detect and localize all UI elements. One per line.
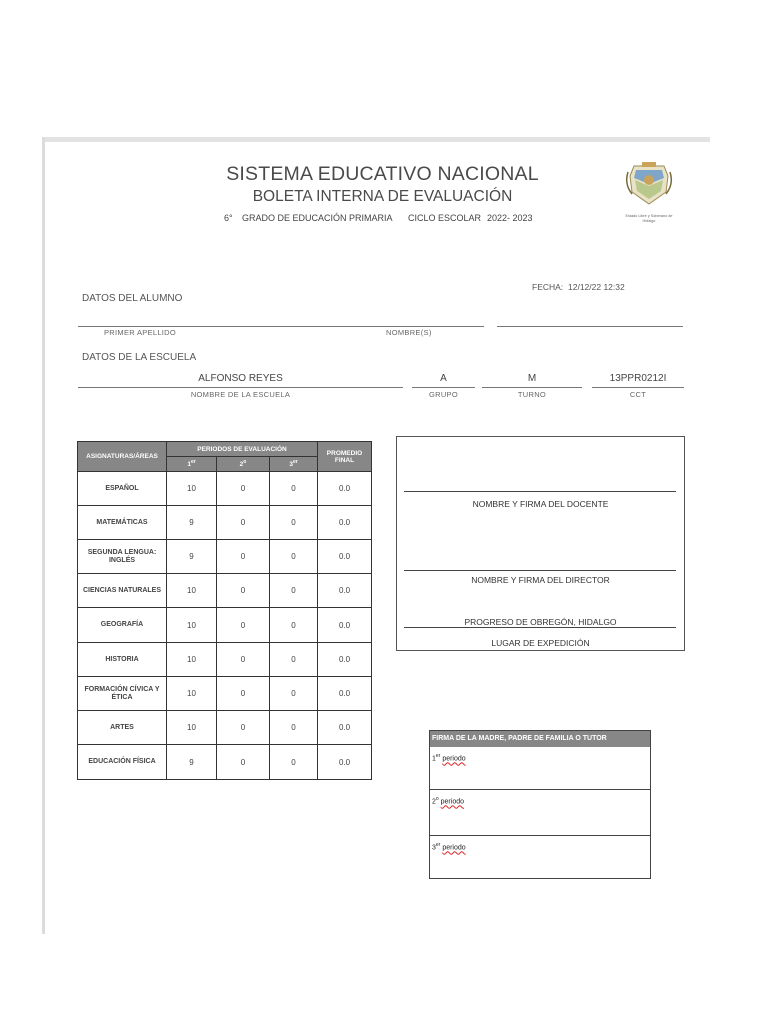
period-2-grade: 0 (217, 677, 270, 711)
grade-row (78, 472, 372, 506)
subject-name: EDUCACIÓN FÍSICA (78, 745, 167, 780)
tutor-period-label: 3er periodo (432, 842, 466, 852)
grade-row (78, 745, 372, 780)
period-1-header: 1er (167, 457, 217, 472)
grade-row (78, 677, 372, 711)
period-3-grade: 0 (270, 574, 318, 608)
tutor-signature-box (429, 730, 651, 879)
period-3-grade: 0 (270, 745, 318, 780)
grades-table (77, 441, 372, 780)
date-value: 12/12/22 12:32 (568, 282, 625, 292)
final-average: 0.0 (318, 540, 372, 574)
final-average: 0.0 (318, 711, 372, 745)
tutor-period-label: 1er periodo (432, 753, 466, 763)
final-average: 0.0 (318, 506, 372, 540)
tutor-signature-header: FIRMA DE LA MADRE, PADRE DE FAMILIA O TUTOR (430, 731, 650, 747)
period-2-grade: 0 (217, 643, 270, 677)
final-average: 0.0 (318, 677, 372, 711)
school-name-value: ALFONSO REYES (198, 373, 283, 384)
period-3-grade: 0 (270, 472, 318, 506)
period-2-grade: 0 (217, 506, 270, 540)
period-2-grade: 0 (217, 608, 270, 643)
tutor-period-row (430, 789, 650, 835)
teacher-signature-line (404, 491, 676, 492)
shift-label: TURNO (517, 390, 547, 399)
final-average: 0.0 (318, 643, 372, 677)
cycle-label: CICLO ESCOLAR (408, 213, 482, 223)
period-3-grade: 0 (270, 608, 318, 643)
average-header (318, 442, 372, 472)
expedition-place-label: LUGAR DE EXPEDICIÓN (491, 638, 590, 648)
period-3-grade: 0 (270, 711, 318, 745)
subject-name: CIENCIAS NATURALES (78, 574, 167, 608)
page-left-border (42, 137, 45, 934)
period-3-grade: 0 (270, 506, 318, 540)
periods-header: PERIODOS DE EVALUACIÓN (167, 442, 318, 457)
period-2-grade: 0 (217, 711, 270, 745)
expedition-place-line (404, 627, 676, 628)
director-signature-label: NOMBRE Y FIRMA DEL DIRECTOR (471, 575, 610, 585)
date-label: FECHA: (532, 282, 564, 292)
grade-row (78, 643, 372, 677)
average-header-line2: FINAL (334, 456, 355, 464)
subject-name: MATEMÁTICAS (78, 506, 167, 540)
period-1-grade: 10 (167, 677, 217, 711)
subject-name: HISTORIA (78, 643, 167, 677)
final-average: 0.0 (318, 574, 372, 608)
period-2-grade: 0 (217, 574, 270, 608)
period-1-grade: 10 (167, 608, 217, 643)
first-surname-label: PRIMER APELLIDO (104, 328, 177, 337)
cycle-value: 2022- 2023 (487, 213, 533, 223)
final-average: 0.0 (318, 745, 372, 780)
average-header-line1: PROMEDIO (326, 449, 363, 457)
first-surname-line (78, 326, 484, 327)
hidalgo-coat-of-arms-icon (624, 160, 674, 223)
logo-caption: Estado Libre y Soberano de Hidalgo (625, 214, 673, 223)
group-label: GRUPO (428, 390, 458, 399)
period-3-header: 3er (270, 457, 318, 472)
period-2-header: 2$^o$ (217, 457, 270, 472)
period-2-grade: 0 (217, 540, 270, 574)
grade-row (78, 574, 372, 608)
school-section-label: DATOS DE LA ESCUELA (82, 352, 197, 363)
director-signature-line (404, 570, 676, 571)
tutor-period-row (430, 747, 650, 789)
subject-header: ASIGNATURAS/ÁREAS (78, 442, 167, 472)
shift-value: M (527, 373, 537, 384)
subject-name: ARTES (78, 711, 167, 745)
period-1-grade: 10 (167, 711, 217, 745)
grade-row (78, 711, 372, 745)
shift-line (482, 387, 582, 388)
period-2-grade: 0 (217, 472, 270, 506)
cct-label: CCT (629, 390, 647, 399)
grade-number: 6° (224, 213, 233, 223)
group-line (412, 387, 475, 388)
period-1-grade: 10 (167, 472, 217, 506)
period-1-grade: 9 (167, 540, 217, 574)
subject-name: SEGUNDA LENGUA: INGLÉS (78, 540, 167, 574)
grade-row (78, 506, 372, 540)
subject-name: ESPAÑOL (78, 472, 167, 506)
grade-row (78, 608, 372, 643)
document-subtitle: BOLETA INTERNA DE EVALUACIÓN (252, 188, 513, 205)
expedition-place: PROGRESO DE OBREGÓN, HIDALGO (464, 617, 617, 627)
signatures-box (396, 436, 685, 651)
period-1-grade: 10 (167, 574, 217, 608)
period-3-grade: 0 (270, 643, 318, 677)
period-1-grade: 9 (167, 506, 217, 540)
tutor-period-label: 2$^o$ periodo (432, 796, 464, 806)
grade-row (78, 540, 372, 574)
teacher-signature-label: NOMBRE Y FIRMA DEL DOCENTE (472, 499, 609, 509)
final-average: 0.0 (318, 608, 372, 643)
names-line (497, 326, 683, 327)
school-name-label: NOMBRE DE LA ESCUELA (190, 390, 291, 399)
page-top-border (42, 137, 710, 142)
cct-value: 13PPR0212I (609, 373, 667, 384)
period-1-grade: 10 (167, 643, 217, 677)
names-label: NOMBRE(S) (386, 328, 432, 337)
final-average: 0.0 (318, 472, 372, 506)
period-3-grade: 0 (270, 677, 318, 711)
group-value: A (440, 373, 447, 384)
subject-name: FORMACIÓN CÍVICA Y ÉTICA (78, 677, 167, 711)
cct-line (592, 387, 684, 388)
subject-name: GEOGRAFÍA (78, 608, 167, 643)
grade-text: GRADO DE EDUCACIÓN PRIMARIA (242, 213, 393, 223)
tutor-period-row (430, 835, 650, 881)
school-name-line (78, 387, 403, 388)
period-1-grade: 9 (167, 745, 217, 780)
period-2-grade: 0 (217, 745, 270, 780)
document-title: SISTEMA EDUCATIVO NACIONAL (226, 163, 539, 185)
period-3-grade: 0 (270, 540, 318, 574)
student-section-label: DATOS DEL ALUMNO (82, 293, 183, 304)
